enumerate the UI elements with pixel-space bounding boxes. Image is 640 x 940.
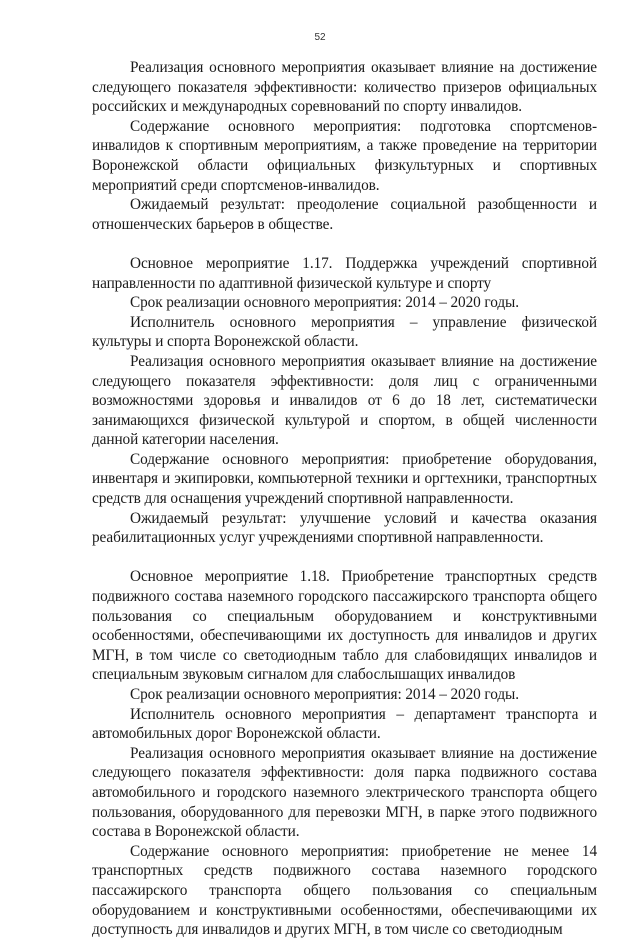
paragraph: Исполнитель основного мероприятия – управление физической культуры и спорта Воронежской области. (92, 313, 597, 351)
paragraph: Срок реализации основного мероприятия: 2014 – 2020 годы. (130, 686, 519, 703)
paragraph: Реализация основного мероприятия оказывает влияние на достижение следующего показателя эффективности: доля парка подвижного состава автомобильного и городского наземного электрического транспорта общего пользования, оборудованного для перевозки МГН, в парке этого подвижного состава в Воронежской области. (92, 744, 597, 841)
page-number: 52 (314, 32, 326, 43)
paragraph: Содержание основного мероприятия: приобретение не менее 14 транспортных средств подвижного состава наземного городского пассажирского транспорта общего пользования со специальным оборудованием и конструктивными особенностями, обеспечивающими их доступность для инвалидов и других МГН, в том числе со светодиодным (92, 842, 597, 939)
section-heading-paragraph: Основное мероприятие 1.17. Поддержка учреждений спортивной направленности по адаптивной физической культуре и спорту (92, 254, 597, 292)
paragraph: Ожидаемый результат: улучшение условий и качества оказания реабилитационных услуг учреждениями спортивной направленности. (92, 509, 597, 547)
paragraph: Содержание основного мероприятия: приобретение оборудования, инвентаря и экипировки, компьютерной техники и оргтехники, транспортных средств для оснащения учреждений спортивной направленности. (92, 450, 597, 508)
document-body (92, 58, 597, 940)
paragraph: Срок реализации основного мероприятия: 2014 – 2020 годы. (130, 294, 519, 312)
paragraph: Реализация основного мероприятия оказывает влияние на достижение следующего показателя эффективности: доля лиц с ограниченными возможностями здоровья и инвалидов от 6 до 18 лет, систематически занимающихся физической культурой и спортом, в общей численности данной категории населения. (92, 352, 597, 449)
section-heading-paragraph: Основное мероприятие 1.18. Приобретение транспортных средств подвижного состава наземного городского пассажирского транспорта общего пользования со специальным оборудованием и конструктивными особенностями, обеспечивающими их доступность для инвалидов и других МГН, в том числе со светодиодным табло для слабовидящих инвалидов и специальным звуковым сигналом для слабослышащих инвалидов (92, 568, 597, 684)
paragraph: Ожидаемый результат: преодоление социальной разобщенности и отношенческих барьеров в обществе. (92, 196, 597, 233)
paragraph: Реализация основного мероприятия оказывает влияние на достижение следующего показателя эффективности: количество призеров официальных российских и международных соревнований по спорту инвалидов. (92, 59, 597, 116)
paragraph: Содержание основного мероприятия: подготовка спортсменов-инвалидов к спортивным мероприятиям, а также проведение на территории Воронежской области официальных физкультурных и спортивных мероприятий среди спортсменов-инвалидов. (92, 117, 597, 194)
paragraph: Исполнитель основного мероприятия – департамент транспорта и автомобильных дорог Воронежской области. (92, 705, 597, 743)
